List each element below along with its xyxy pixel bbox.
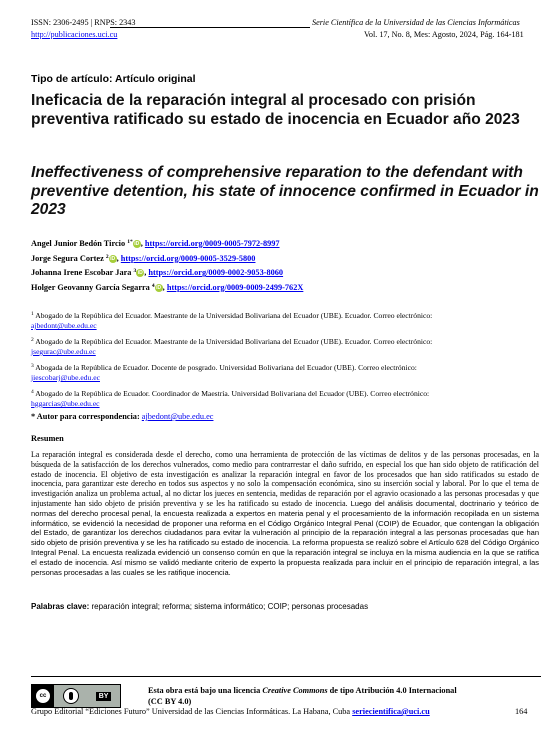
page-number: 164 [515, 707, 528, 716]
abstract-part-1: La reparación integral es considerada desde el derecho, como una herramienta de protección de las víctimas de delitos y de las personas procesadas, en la búsqueda de la satisfacción de los derechos vulnerados, como medio para contrarrestar el daño sufrido, en especial los que han sido objeto de ratificación del estado de inocencia. El objetivo de esta investigación es analizar la reparación integral en favor de los procesados que han sido ratificados su estado de inocencia, para garantizar este derecho en todos sus aspectos y no solo la compensación económica, sino su inserción social y laboral. Por lo que el tema de investigación analiza un problema actual, al no dictar los jueces en sentencia, medidas de reparación por el agravio ocasionado a las personas procesadas y que injustamente han sido objeto de prisión preventiva y se les ha ratificado su estado de inocencia. [31, 450, 539, 508]
header-rule [110, 27, 310, 28]
journal-series: Serie Científica de la Universidad de las Ciencias Informáticas [312, 18, 520, 27]
affiliation-email-link[interactable]: hggarcias@ube.edu.ec [31, 399, 100, 408]
affiliation-sup: 1 [31, 311, 34, 317]
author-sup: 4 [151, 282, 155, 289]
attribution-person-icon [63, 688, 79, 704]
author-name: Angel Junior Bedón Tircio [31, 239, 126, 248]
footer-email-link[interactable]: seriecientifica@uci.cu [352, 707, 430, 716]
author-sup: 1* [127, 239, 133, 245]
affiliation-text: Abogado de la República del Ecuador. Maestrante de la Universidad Bolivariana del Ecuador (UBE). Ecuador. Correo electrónico: [35, 337, 433, 346]
author-sup: 2 [105, 253, 109, 260]
title-spanish: Ineficacia de la reparación integral al procesado con prisión preventiva ratificado su estado de inocencia en Ecuador año 2023 [31, 92, 520, 128]
affiliation [31, 361, 541, 383]
orcid-icon[interactable]: iD [156, 284, 162, 291]
authors-list [31, 236, 303, 294]
license-text [148, 686, 457, 707]
affiliation [31, 387, 541, 409]
correspondence-label: * Autor para correspondencia: [31, 412, 140, 421]
correspondence-email-link[interactable]: ajbedont@ube.edu.ec [141, 412, 214, 421]
license-line2: (CC BY 4.0) [148, 696, 192, 706]
cc-attribution-block [54, 688, 120, 704]
author-name: Johanna Irene Escobar Jara [31, 268, 132, 278]
abstract-heading: Resumen [31, 434, 64, 443]
author-row: Jorge Segura Cortez $^2$ iD , https://orcid.org/0009-0005-3529-5800 [31, 253, 256, 263]
footer-rule [31, 676, 541, 677]
license-line1-post: de tipo Atribución 4.0 Internacional [327, 686, 457, 695]
license-cc-italic: Creative Commons [262, 686, 328, 695]
affiliation-text: Abogada de la República de Ecuador. Docente de posgrado. Universidad Bolivariana del Ecuador (UBE). Correo electrónico: [35, 363, 417, 372]
author-row: Johanna Irene Escobar Jara $^3$ iD , https://orcid.org/0009-0002-9053-8060 [31, 268, 284, 278]
journal-url-link[interactable]: http://publicaciones.uci.cu [31, 30, 118, 39]
abstract-part-2: Luego del análisis documental, doctrinario y teórico de normas del derecho procesal penal, la encuesta realizada a expertos en materia penal y el procesamiento de la información recopilada en un sistema informático, se evidenció la necesidad de proponer una reforma en el Código Orgánico Integral Penal (COIP) de Ecuador, que contengan la obligación del Estado, de garantizar los derechos ciudadanos para evitar la vulneración al principio de la reparación integral a las personas procesadas que han sido objeto de prisión preventiva y se les ha ratificado su estado de inocencia. La reforma propuesta se realizó sobre el Artículo 628 del Código Orgánico Integral Penal. La encuesta realizada evidenció un consenso común en que la reparación integral se incluya en la misma audiencia en la que se ratifica el estado de inocencia. Así mismo se validó mediante criterio de experto la propuesta realizada para incluir en el principio de reparación integral, a las personas procesadas a las cuales se les ratifique inocencia. [31, 498, 539, 577]
orcid-link[interactable]: https://orcid.org/0009-0005-3529-5800 [120, 253, 256, 263]
orcid-link[interactable]: https://orcid.org/0009-0009-2499-762X [166, 282, 304, 292]
affiliation-text: Abogado de la República del Ecuador. Maestrante de la Universidad Bolivariana del Ecuador (UBE). Ecuador. Correo electrónico: [35, 311, 433, 320]
affiliation-email-link[interactable]: jiescobarj@ube.edu.ec [31, 373, 100, 382]
author-row: Angel Junior Bedón Tircio $^{1*}$ iD , https://orcid.org/0009-0005-7972-8997 [31, 239, 280, 248]
orcid-link[interactable]: https://orcid.org/0009-0005-7972-8997 [144, 239, 280, 248]
affiliation-sup: 2 [31, 337, 34, 343]
correspondence [31, 412, 213, 421]
affiliation-email-link[interactable]: ajbedont@ube.edu.ec [31, 321, 97, 330]
issn: ISSN: 2306-2495 | RNPS: 2343 [31, 18, 136, 27]
author-name: Holger Geovanny García Segarra [31, 282, 150, 292]
author-row: Holger Geovanny García Segarra $^4$ iD , https://orcid.org/0009-0009-2499-762X [31, 282, 304, 292]
license-line1-pre: Esta obra está bajo una licencia [148, 686, 263, 695]
footer-text: Grupo Editorial “Ediciones Futuro” Universidad de las Ciencias Informáticas. La Habana, Cuba [31, 707, 353, 716]
keywords [31, 602, 368, 611]
orcid-icon[interactable]: iD [134, 241, 140, 247]
keywords-text: reparación integral; reforma; sistema informático; COIP; personas procesadas [91, 602, 369, 611]
affiliation [31, 335, 541, 357]
footer-publisher [31, 707, 430, 716]
volume-info: Vol. 17, No. 8, Mes: Agosto, 2024, Pág. 164-181 [364, 30, 524, 39]
title-english: Ineffectiveness of comprehensive reparation to the defendant with preventive detention, his state of innocence confirmed in Ecuador in 2023 [31, 164, 539, 218]
cc-by-label: BY [96, 692, 112, 701]
affiliation [31, 309, 541, 331]
abstract-body [31, 450, 539, 577]
cc-logo-icon: cc [35, 688, 51, 704]
cc-logo-block [32, 685, 54, 707]
orcid-icon[interactable]: iD [110, 255, 116, 262]
article-type: Tipo de artículo: Artículo original [31, 73, 196, 85]
affiliation-sup: 3 [31, 363, 34, 369]
affiliation-text: Abogado de la República de Ecuador. Coordinador de Maestría. Universidad Bolivariana del Ecuador (UBE). Correo electrónico: [35, 389, 430, 398]
keywords-label: Palabras clave: [31, 602, 90, 611]
author-sup: 3 [133, 268, 137, 275]
affiliation-sup: 4 [31, 389, 34, 395]
author-name: Jorge Segura Cortez [31, 253, 104, 263]
affiliations [31, 309, 541, 413]
affiliation-email-link[interactable]: jsegurac@ube.edu.ec [31, 347, 96, 356]
orcid-icon[interactable]: iD [137, 270, 143, 277]
orcid-link[interactable]: https://orcid.org/0009-0002-9053-8060 [148, 268, 284, 278]
cc-by-license-badge[interactable] [31, 684, 121, 708]
